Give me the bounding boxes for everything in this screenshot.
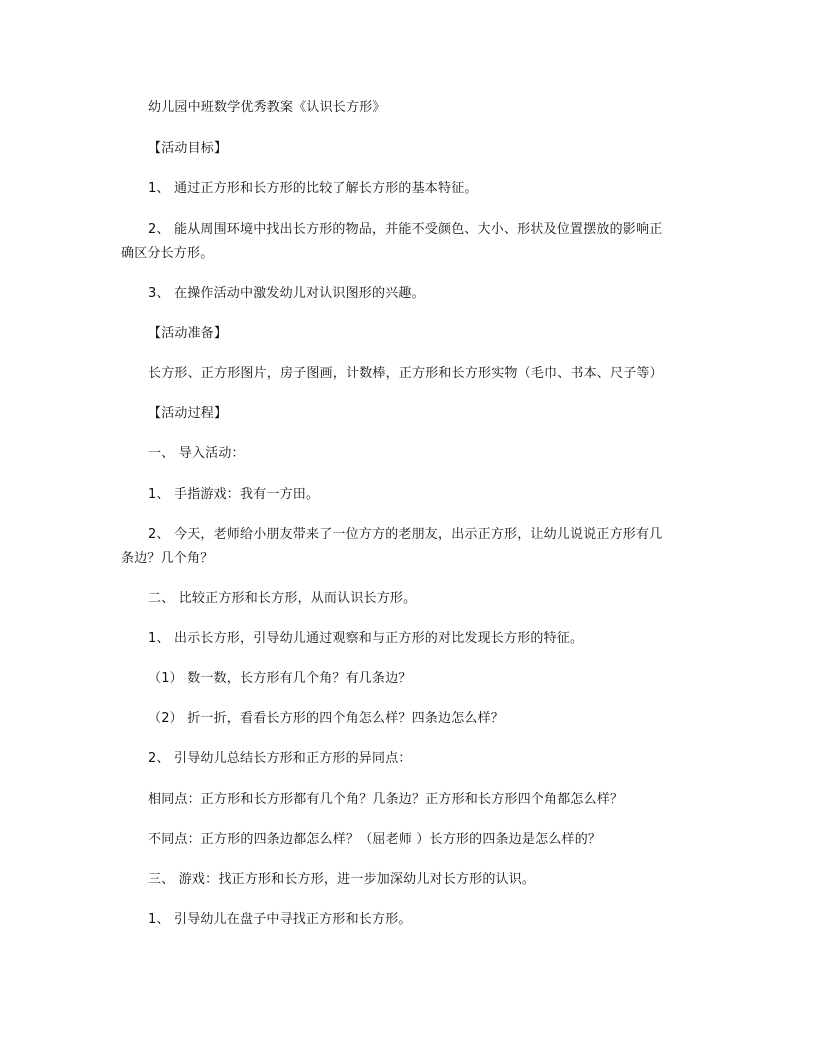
- step-1-item-2-line-2: 条边？几个角？: [121, 551, 214, 566]
- goal-item-2-line-1: 2、 能从周围环境中找出长方形的物品，并能不受颜色、大小、形状及位置摆放的影响正: [148, 222, 663, 237]
- step-2-item-2: 2、 引导幼儿总结长方形和正方形的异同点：: [148, 751, 412, 766]
- step-2-heading: 二、 比较正方形和长方形，从而认识长方形。: [148, 591, 417, 606]
- step-1-item-1: 1、 手指游戏：我有一方田。: [148, 487, 320, 502]
- goal-item-2-line-2: 确区分长方形。: [121, 246, 214, 261]
- same-points: 相同点：正方形和长方形都有几个角？几条边？正方形和长方形四个角都怎么样？: [148, 792, 624, 807]
- step-3-heading: 三、 游戏：找正方形和长方形，进一步加深幼儿对长方形的认识。: [148, 872, 536, 887]
- preparation-text: 长方形、正方形图片，房子图画，计数棒，正方形和长方形实物（毛巾、书本、尺子等）: [148, 366, 663, 381]
- document-title: 幼儿园中班数学优秀教案《认识长方形》: [148, 100, 386, 115]
- section-heading-process: 【活动过程】: [148, 406, 228, 421]
- step-1-item-2-line-1: 2、 今天，老师给小朋友带来了一位方方的老朋友，出示正方形，让幼儿说说正方形有几: [148, 527, 663, 542]
- section-heading-preparation: 【活动准备】: [148, 326, 228, 341]
- section-heading-goals: 【活动目标】: [148, 141, 228, 156]
- step-2-sub-item-2: （2） 折一折，看看长方形的四个角怎么样？四条边怎么样？: [148, 711, 505, 726]
- different-points: 不同点：正方形的四条边都怎么样？（屈老师 ）长方形的四条边是怎么样的？: [148, 832, 602, 847]
- goal-item-1: 1、 通过正方形和长方形的比较了解长方形的基本特征。: [148, 181, 478, 196]
- step-2-item-1: 1、 出示长方形，引导幼儿通过观察和与正方形的对比发现长方形的特征。: [148, 631, 584, 646]
- step-2-sub-item-1: （1） 数一数，长方形有几个角？有几条边？: [148, 671, 412, 686]
- step-1-heading: 一、 导入活动：: [148, 446, 245, 461]
- goal-item-3: 3、 在操作活动中激发幼儿对认识图形的兴趣。: [148, 286, 425, 301]
- step-3-item-1: 1、 引导幼儿在盘子中寻找正方形和长方形。: [148, 912, 412, 927]
